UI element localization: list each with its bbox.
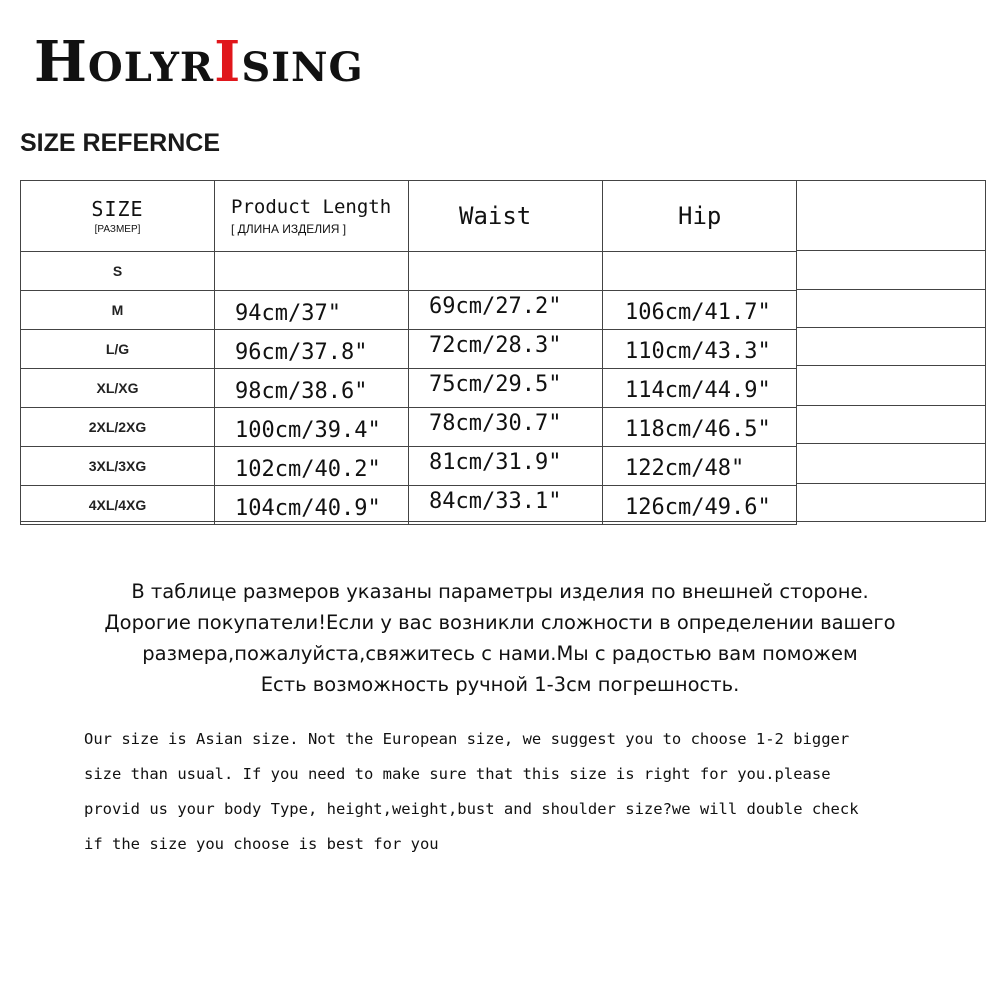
ru-note-line: В таблице размеров указаны параметры изделия по внешней стороне. [131,580,869,603]
header-size-en: SIZE [91,197,144,221]
en-note-line: if the size you choose is best for you [84,835,439,853]
brand-letters-olyr: OLYR [87,44,215,91]
waist-cell: 84cm/33.1" [409,486,603,525]
length-cell: 96cm/37.8" [215,330,409,369]
size-cell: S [21,252,215,291]
ru-note-line: размера,пожалуйста,свяжитесь с нами.Мы с радостью вам поможем [142,642,858,665]
brand-letter-h: H [34,29,88,95]
empty-column [796,180,986,522]
table-row [21,330,797,369]
ru-note-line: Дорогие покупатели!Если у вас возникли сложности в определении вашего [104,611,896,634]
table-header-row [21,181,797,252]
size-cell: L/G [21,330,215,369]
hip-cell: 110cm/43.3" [603,330,797,369]
header-size-ru: [РАЗМЕР] [94,224,141,235]
brand-logo [34,29,364,96]
header-waist: Waist [409,181,603,252]
length-cell: 94cm/37" [215,291,409,330]
hip-cell [603,252,797,291]
header-size [21,181,215,252]
waist-cell: 78cm/30.7" [409,408,603,447]
size-cell: 3XL/3XG [21,447,215,486]
length-cell: 98cm/38.6" [215,369,409,408]
waist-cell: 69cm/27.2" [409,291,603,330]
length-cell: 102cm/40.2" [215,447,409,486]
ru-note-line: Есть возможность ручной 1-3см погрешность. [260,673,740,696]
size-cell: 2XL/2XG [21,408,215,447]
en-note-line: size than usual. If you need to make sure that this size is right for you.please [84,765,831,783]
table-row [21,369,797,408]
header-hip: Hip [603,181,797,252]
english-notes [84,722,964,862]
size-cell: M [21,291,215,330]
table-row [21,291,797,330]
en-note-line: Our size is Asian size. Not the European size, we suggest you to choose 1-2 bigger [84,730,850,748]
length-cell [215,252,409,291]
header-length-en: Product Length [231,196,392,218]
waist-cell: 81cm/31.9" [409,447,603,486]
hip-cell: 114cm/44.9" [603,369,797,408]
table-row [21,408,797,447]
hip-cell: 118cm/46.5" [603,408,797,447]
russian-notes [0,576,1000,700]
waist-cell [409,252,603,291]
size-cell: 4XL/4XG [21,486,215,525]
size-cell: XL/XG [21,369,215,408]
hip-cell: 106cm/41.7" [603,291,797,330]
en-note-line: provid us your body Type, height,weight,bust and shoulder size?we will double check [84,800,859,818]
brand-letter-i: I [214,29,242,95]
hip-cell: 122cm/48" [603,447,797,486]
header-length-ru: [ ДЛИНА ИЗДЕЛИЯ ] [231,222,347,236]
waist-cell: 72cm/28.3" [409,330,603,369]
size-table [20,180,797,525]
header-length [215,181,409,252]
table-row [21,447,797,486]
waist-cell: 75cm/29.5" [409,369,603,408]
brand-letters-sing: SING [241,44,364,91]
table-row [21,486,797,525]
length-cell: 100cm/39.4" [215,408,409,447]
length-cell: 104cm/40.9" [215,486,409,525]
table-row [21,252,797,291]
section-heading: SIZE REFERNCE [20,129,221,157]
hip-cell: 126cm/49.6" [603,486,797,525]
